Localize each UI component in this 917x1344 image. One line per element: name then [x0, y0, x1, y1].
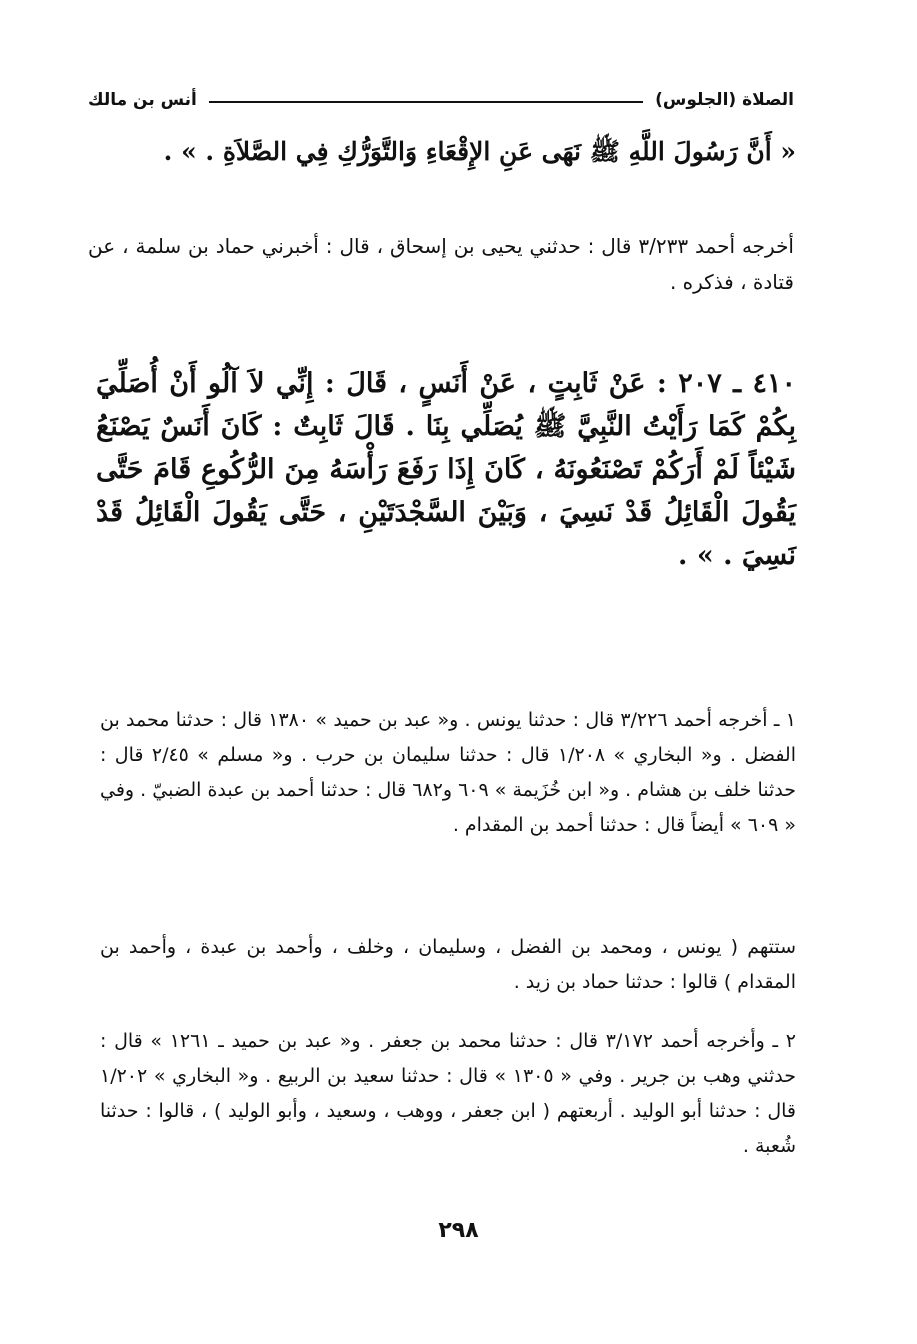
header-narrator-title: أنس بن مالك: [88, 90, 197, 110]
footnote-1: ١ ـ أخرجه أحمد ٣/٢٢٦ قال : حدثنا يونس . و« عبد بن حميد » ١٣٨٠ قال : حدثنا محمد بن الفضل . و« البخاري » ١/٢٠٨ قال : حدثنا سليمان بن حرب . و« مسلم » ٢/٤٥ قال : حدثنا خلف بن هشام . و« ابن خُزَيمة » ٦٠٩ و٦٨٢ قال : حدثنا أحمد بن عبدة الضبيّ . وفي « ٦٠٩ » أيضاً قال : حدثنا أحمد بن المقدام .: [100, 709, 796, 836]
footnote-2: ٢ ـ وأخرجه أحمد ٣/١٧٢ قال : حدثنا محمد بن جعفر . و« عبد بن حميد ـ ١٢٦١ » قال : حدثني وهب بن جرير . وفي « ١٣٠٥ » قال : حدثنا سعيد بن الربيع . و« البخاري » ١/٢٠٢ قال : حدثنا أبو الوليد . أربعتهم ( ابن جعفر ، ووهب ، وسعيد ، وأبو الوليد ) ، قالوا : حدثنا شُعبة .: [100, 1030, 796, 1157]
hadith-takhrij: أخرجه أحمد ٣/٢٣٣ قال : حدثني يحيى بن إسحاق ، قال : أخبرني حماد بن سلمة ، عن قتادة ، فذكره .: [88, 234, 794, 294]
hadith-text: ٤١٠ ـ ٢٠٧ : عَنْ ثَابِتٍ ، عَنْ أَنَسٍ ، قَالَ : إِنِّي لاَ آلُو أَنْ أُصَلِّيَ بِكُمْ كَمَا رَأَيْتُ النَّبِيَّ ﷺ يُصَلِّي بِنَا . قَالَ ثَابِتٌ : كَانَ أَنَسٌ يَصْنَعُ شَيْئاً لَمْ أَرَكُمْ تَصْنَعُونَهُ ، كَانَ إِذَا رَفَعَ رَأْسَهُ مِنَ الرُّكُوعِ قَامَ حَتَّى يَقُولَ الْقَائِلُ قَدْ نَسِيَ ، وَبَيْنَ السَّجْدَتَيْنِ ، حَتَّى يَقُولَ الْقَائِلُ قَدْ نَسِيَ . » .: [96, 368, 796, 571]
footnote-1-summary: ستتهم ( يونس ، ومحمد بن الفضل ، وسليمان ، وخلف ، وأحمد بن عبدة ، وأحمد بن المقدام ) قالوا : حدثنا حماد بن زيد .: [100, 936, 796, 993]
header-rule: [209, 101, 643, 103]
page-number: ٢٩٨: [438, 1218, 479, 1243]
running-header: [88, 86, 794, 114]
hadith-continuation: « أَنَّ رَسُولَ اللَّهِ ﷺ نَهَى عَنِ الإِقْعَاءِ وَالتَّوَرُّكِ فِي الصَّلاَةِ . » .: [163, 137, 796, 166]
header-section-title: الصلاة (الجلوس): [655, 90, 794, 110]
